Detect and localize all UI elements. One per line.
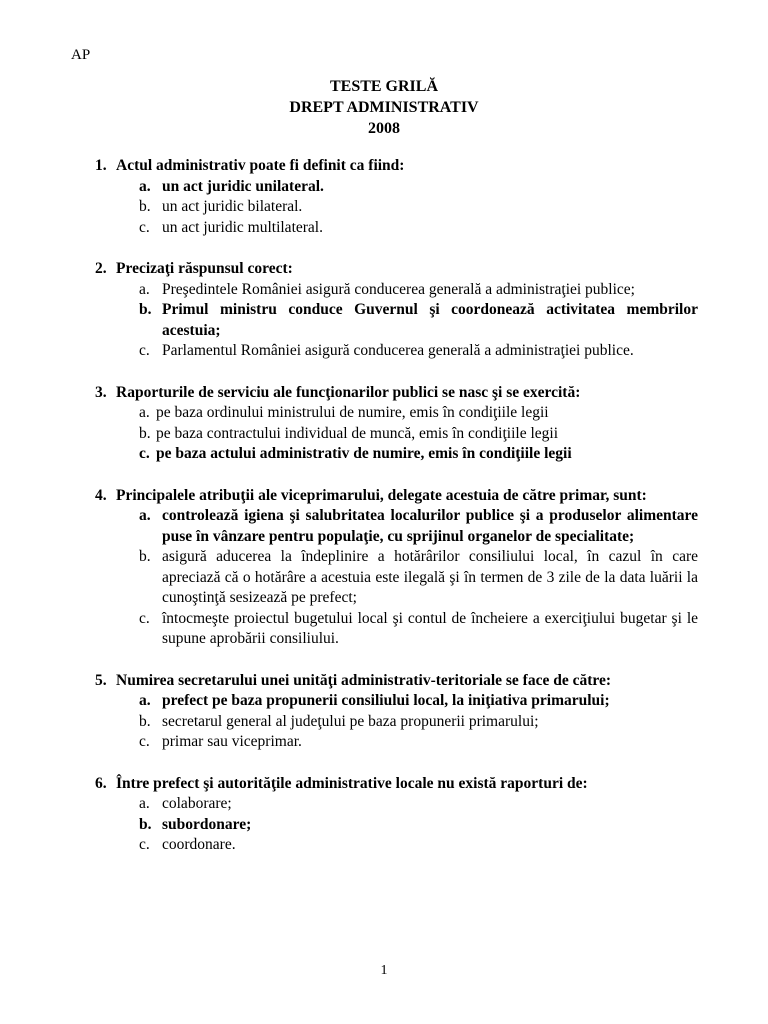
answer-option-b bbox=[139, 815, 698, 836]
option-letter: b. bbox=[139, 301, 152, 318]
title-line-1: TESTE GRILĂ bbox=[329, 78, 439, 95]
question-number: 3. bbox=[95, 383, 107, 401]
answer-options bbox=[139, 691, 698, 753]
answer-option-c bbox=[139, 835, 698, 856]
option-text: subordonare; bbox=[162, 815, 252, 833]
question-text: Raporturile de serviciu ale funcţionarilor publici se nasc şi se exercită: bbox=[116, 383, 581, 401]
answer-option-a bbox=[139, 506, 698, 547]
answer-option-c bbox=[139, 732, 698, 753]
option-letter: a. bbox=[139, 404, 150, 421]
question-text: Principalele atribuţii ale viceprimarului, delegate acestuia de către primar, sunt: bbox=[116, 486, 647, 504]
option-letter: a. bbox=[139, 507, 151, 524]
option-letter: c. bbox=[139, 218, 150, 236]
question-3 bbox=[95, 383, 698, 465]
answer-options bbox=[139, 403, 698, 465]
option-text: primar sau viceprimar. bbox=[162, 733, 302, 750]
option-text: întocmeşte proiectul bugetului local şi contul de încheiere a exerciţiului bugetar şi le supune aprobării consiliului. bbox=[162, 609, 698, 647]
question-5 bbox=[95, 671, 698, 753]
option-letter: c. bbox=[139, 445, 150, 462]
option-text: secretarul general al judeţului pe baza propunerii primarului; bbox=[162, 712, 539, 730]
option-text: Primul ministru conduce Guvernul şi coordonează activitatea membrilor acestuia; bbox=[162, 301, 698, 339]
option-text: un act juridic multilateral. bbox=[162, 218, 323, 236]
answer-options bbox=[139, 506, 698, 650]
option-letter: b. bbox=[139, 424, 151, 442]
option-text: asigură aducerea la îndeplinire a hotărârilor consiliului local, în cazul în care apreciază că o hotărâre a acestuia este ilegală şi în termen de 3 zile de la data luării la cunoştinţă sesizează pe prefect; bbox=[162, 548, 698, 606]
option-letter: b. bbox=[139, 548, 151, 565]
option-text: un act juridic bilateral. bbox=[162, 198, 303, 215]
answer-option-a bbox=[139, 403, 698, 424]
question-number: 4. bbox=[95, 486, 107, 504]
question-2 bbox=[95, 259, 698, 362]
answer-option-a bbox=[139, 691, 698, 712]
question-6 bbox=[95, 774, 698, 856]
option-text: pe baza actului administrativ de numire, emis în condiţiile legii bbox=[156, 445, 572, 462]
answer-options bbox=[139, 794, 698, 856]
answer-option-c bbox=[139, 341, 698, 362]
question-number: 6. bbox=[95, 774, 107, 792]
answer-option-b bbox=[139, 197, 698, 218]
option-letter: b. bbox=[139, 712, 151, 730]
option-letter: c. bbox=[139, 609, 150, 627]
answer-option-b bbox=[139, 547, 698, 609]
question-1-prompt bbox=[95, 156, 698, 177]
question-3-prompt bbox=[95, 383, 698, 404]
question-2-prompt bbox=[95, 259, 698, 280]
option-letter: c. bbox=[139, 733, 150, 750]
question-4-prompt bbox=[95, 486, 698, 507]
option-letter: c. bbox=[139, 836, 150, 853]
option-text: un act juridic unilateral. bbox=[162, 177, 324, 195]
option-text: pe baza contractului individual de muncă, emis în condiţiile legii bbox=[156, 424, 559, 442]
option-letter: b. bbox=[139, 198, 151, 215]
title-line-2: DREPT ADMINISTRATIV bbox=[289, 99, 479, 116]
document-title bbox=[0, 76, 768, 139]
option-letter: a. bbox=[139, 280, 150, 298]
answer-option-a bbox=[139, 794, 698, 815]
option-text: colaborare; bbox=[162, 795, 232, 812]
answer-option-a bbox=[139, 177, 698, 198]
question-text: Actul administrativ poate fi definit ca fiind: bbox=[116, 157, 405, 174]
question-number: 2. bbox=[95, 260, 107, 277]
option-letter: a. bbox=[139, 177, 151, 195]
option-text: Preşedintele României asigură conducerea generală a administraţiei publice; bbox=[162, 280, 635, 298]
question-text: Între prefect şi autorităţile administrative locale nu există raporturi de: bbox=[116, 774, 588, 792]
answer-option-b bbox=[139, 712, 698, 733]
answer-option-c bbox=[139, 609, 698, 650]
option-letter: c. bbox=[139, 342, 150, 359]
option-text: Parlamentul României asigură conducerea generală a administraţiei publice. bbox=[162, 342, 634, 359]
option-text: pe baza ordinului ministrului de numire, emis în condiţiile legii bbox=[156, 404, 549, 421]
title-line-3: 2008 bbox=[368, 120, 400, 137]
question-text: Numirea secretarului unei unităţi administrativ-teritoriale se face de către: bbox=[116, 671, 612, 689]
question-text: Precizaţi răspunsul corect: bbox=[116, 260, 293, 277]
answer-option-c bbox=[139, 444, 698, 465]
option-letter: a. bbox=[139, 692, 151, 709]
answer-option-b bbox=[139, 300, 698, 341]
question-4 bbox=[95, 486, 698, 650]
option-text: prefect pe baza propunerii consiliului local, la iniţiativa primarului; bbox=[162, 692, 610, 709]
answer-option-b bbox=[139, 424, 698, 445]
answer-option-a bbox=[139, 280, 698, 301]
header-tag: AP bbox=[71, 47, 91, 63]
option-letter: a. bbox=[139, 795, 150, 812]
answer-options bbox=[139, 177, 698, 239]
question-number: 5. bbox=[95, 671, 107, 689]
page-number: 1 bbox=[380, 963, 388, 978]
question-6-prompt bbox=[95, 774, 698, 795]
option-text: coordonare. bbox=[162, 836, 236, 853]
answer-options bbox=[139, 280, 698, 362]
option-text: controlează igiena şi salubritatea localurilor publice şi a produselor alimentare puse în vânzare pentru populaţie, cu sprijinul organelor de specialitate; bbox=[162, 507, 698, 545]
question-list bbox=[95, 156, 698, 877]
question-5-prompt bbox=[95, 671, 698, 692]
option-letter: b. bbox=[139, 815, 152, 833]
question-number: 1. bbox=[95, 157, 107, 174]
answer-option-c bbox=[139, 218, 698, 239]
question-1 bbox=[95, 156, 698, 238]
